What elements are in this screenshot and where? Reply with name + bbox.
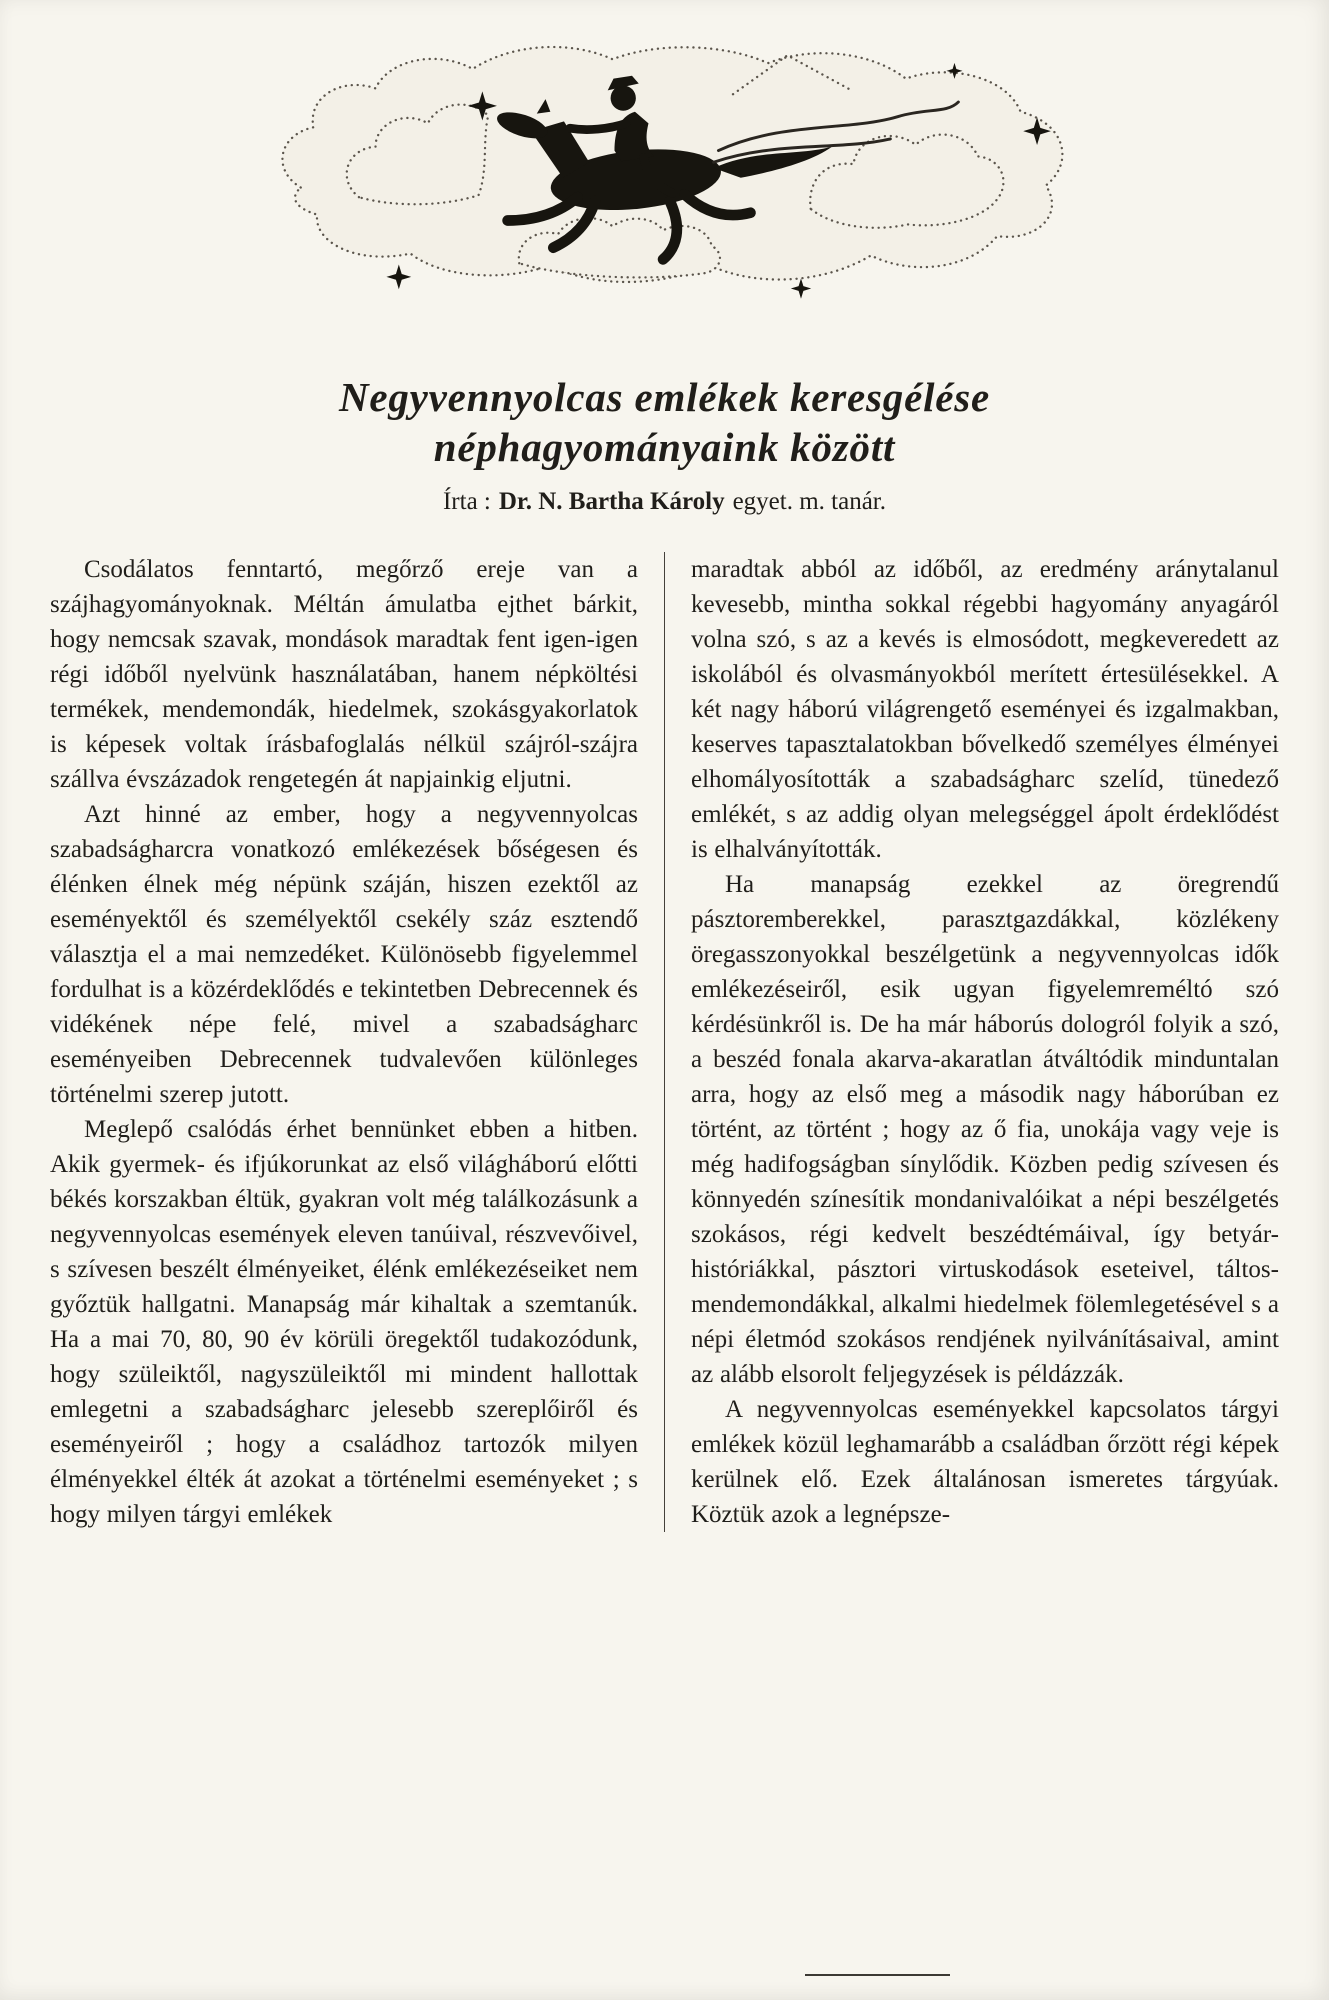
- paragraph: Csodálatos fenntartó, megőrző ereje van a szájhagyományoknak. Méltán ámulatba ejthet bárkit, hogy nemcsak szavak, mondások maradtak fent igen-igen régi időből nyelvünk használatában, hanem népköltési termékek, mendemondák, hiedelmek, szokásgyakorlatok is képesek voltak írásbafoglalás nélkül szájról-szájra szállva évszázadok rengetegén át napjainkig eljutni.: [50, 556, 638, 794]
- left-column: [50, 552, 664, 1532]
- byline-prefix: Írta :: [442, 488, 491, 516]
- byline: [0, 488, 1329, 516]
- paragraph-continuation: maradtak abból az időből, az eredmény aránytalanul kevesebb, mintha sokkal régebbi hagyomány anyagáról volna szó, s az a kevés is elmosódott, megkeveredett az iskolából és olvasmányokból merített értesülésekkel. A két nagy háború világrengető eseményei és izgalmakban, keserves tapasztalatokban bővelkedő személyes élményei elhomályosították a szabadságharc szelíd, tünedező emlékét, s az addig olyan melegséggel ápolt érdeklődést is elhalványították.: [691, 556, 1279, 864]
- title-line-1: Negyvennyolcas emlékek keresgélése: [338, 374, 991, 420]
- right-column: [665, 552, 1279, 1532]
- title-line-2: néphagyományaink között: [433, 424, 896, 471]
- paragraph: Azt hinné az ember, hogy a negyvennyolcas szabadságharcra vonatkozó emlékezések bőségesen és élénken élnek még népünk száján, hiszen ezektől az eseményektől és személyektől csekély száz esztendő választja el a mai nemzedéket. Különösebb figyelemmel fordulhat is a közérdeklődés e tekintetben Debrecennek és vidékének népe felé, mivel a szabadságharc eseményeiben Debrecennek tudvalevően különleges történelmi szerep jutott.: [50, 801, 638, 1109]
- paragraph: Ha manapság ezekkel az öregrendű pásztoremberekkel, parasztgazdákkal, közlékeny öregasszonyokkal beszélgetünk a negyvennyolcas idők emlékezéseiről, esik ugyan figyelemreméltó szó kérdésünkről is. De ha már háborús dologról folyik a szó, a beszéd fonala akarva-akaratlan átváltódik minduntalan arra, hogy az első meg a második nagy háborúban ez történt, az történt ; hogy az ő fia, unokája vagy veje is még hadifogságban sínylődik. Közben pedig szívesen és könnyedén színesítik mondanivalóikat a népi beszélgetés szokásos, régi kedvelt beszédtémáival, így betyár-históriákkal, pásztori virtuskodások eseteivel, táltos-mendemondákkal, alkalmi hiedelmek fölemlegetésével s a népi életmód szokásos rendjének nyilvánításaival, amint az alább elsorolt feljegyzések is példázzák.: [691, 871, 1279, 1389]
- end-of-page-rule: [805, 1974, 950, 1976]
- article-title: [0, 372, 1329, 472]
- paragraph: A negyvennyolcas eseményekkel kapcsolatos tárgyi emlékek közül leghamarább a családban őrzött régi képek kerülnek elő. Ezek általánosan ismeretes tárgyúak. Köztük azok a legnépsze-: [691, 1396, 1279, 1529]
- paragraph: Meglepő csalódás érhet bennünket ebben a hitben. Akik gyermek- és ifjúkorunkat az első világháború előtti békés korszakban éltük, gyakran volt még találkozásunk a negyvennyolcas események eleven tanúival, részvevőivel, s szívesen beszélt élményeiket, élénk emlékezéseiket nem győztük hallgatni. Manapság már kihaltak a szemtanúk. Ha a mai 70, 80, 90 év körüli öregektől tudakozódunk, hogy szüleiktől, nagyszüleiktől mi mindent hallottak emlegetni a szabadságharc jelesebb szereplőiről és eseményeiről ; hogy a családhoz tartozók milyen élményekkel élték át azokat a történelmi eseményeket ; s hogy milyen tárgyi emlékek: [50, 1116, 638, 1529]
- horse-rider-illustration: [225, 34, 1105, 306]
- header-illustration: [225, 34, 1105, 306]
- byline-suffix: egyet. m. tanár.: [732, 488, 886, 516]
- article-body: [0, 552, 1329, 1532]
- byline-author: Dr. N. Bartha Károly: [498, 488, 725, 516]
